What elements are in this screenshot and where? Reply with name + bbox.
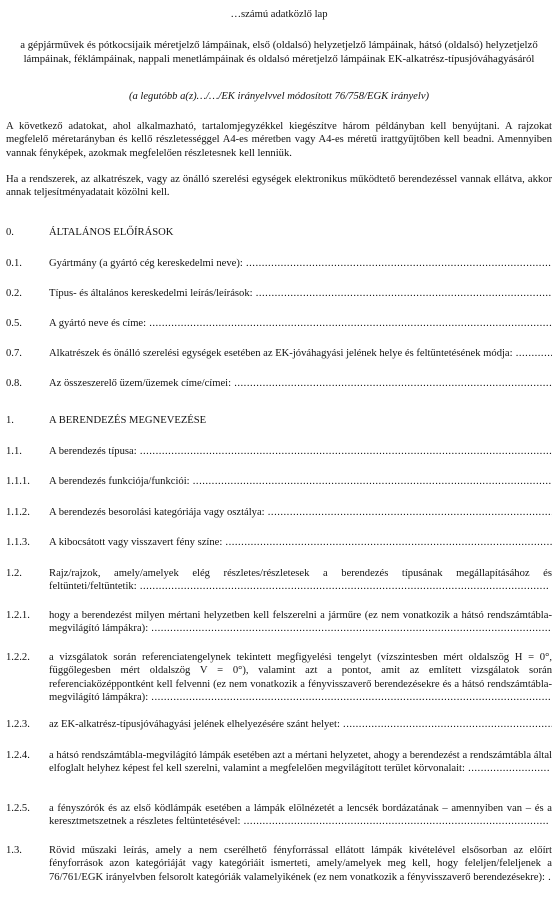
item-number: 1.1.2. xyxy=(6,507,30,518)
item-number: 1.2.5. xyxy=(6,803,30,814)
item-osszeszerelo: Az összeszerelő üzem/üzemek címe/címei: ..... xyxy=(49,377,552,390)
intro-paragraph-1: A következő adatokat, ahol alkalmazható, tartalomjegyzékkel kiegészítve három példányban kell benyújtani. A rajzokat megfelelő méretarányban és kellő részletességgel A4-es méretben vagy A4-es méretű irattgyűjtőben kell beadni. Amennyiben vannak fényképek, azokmak megfelelően részletesnek kell lenniük. xyxy=(6,121,552,159)
document-subject: a gépjárművek és pótkocsijaik méretjelző lámpáinak, első (oldalsó) helyzetjelző lámpáinak, hátsó (oldalsó) helyzetjelző lámpáinak, féklámpáinak, nappali menetlámpáinak és oldalsó méretjelző lámpáinak EK-alkatrész-típusjóváhagyásáról xyxy=(20,39,538,65)
item-muszaki-leiras: Rövid műszaki leírás, amely a nem cserélhető fényforrással ellátott lámpák kivételével elsősorban az előírt fényforrások azon kategóriáját vagy kategóriáit ismerteti, amely/amelyek meg kell, hogy feleljen/feleljenek a 76/761/EGK irányelvben felsorolt kategóriák valamelyikének (ez nem vonatkozik a fényvisszaverő berendezésekre): . xyxy=(49,845,552,883)
item-number: 0.1. xyxy=(6,258,22,269)
item-referenciatengely: a vizsgálatok során referenciatengelynek tekintett megfigyelési tengelyt (vízszintesben mért oldalszög H = 0°, függőlegesben mért oldalszög V = 0°), valamint azt a pontot, amit az említett vizsgálatok során referenciaközéppontként kell felvenni (ez nem vonatkozik a fényvisszaverő berendezésekre és a hátsó rendszámtábla-megvilágító lámpákra): ............................................................................................................................... xyxy=(49,652,552,704)
item-jel-helye: az EK-alkatrész-típusjóváhagyási jelének elhelyezésére szánt helyet: ..... xyxy=(49,718,552,731)
intro-paragraph-2: Ha a rendszerek, az alkatrészek, vagy az önálló szerelési egységek elektronikus működtető berendezéssel vannak ellátva, akkor annak teljesítményadatait közölni kell. xyxy=(6,174,552,199)
sheet-title: …számú adatközlő lap xyxy=(230,9,328,20)
item-number: 1.2.4. xyxy=(6,750,30,761)
item-number: 1.1. xyxy=(6,446,22,457)
item-mertani-helyzet: hogy a berendezést milyen mértani helyzetben kell felszerelni a járműre (ez nem vonatkozik a hátsó rendszámtábla-megvilágító lámpákra): ............................................................................................................................... xyxy=(49,610,552,635)
section-number: 0. xyxy=(6,227,14,238)
item-number: 1.2. xyxy=(6,568,22,579)
item-gyartmany: Gyártmány (a gyártó cég kereskedelmi neve): ..... xyxy=(49,257,552,270)
dotted-leader: ............................................................................................................................... xyxy=(148,623,552,635)
item-fenyszorok: a fényszórók és az első ködlámpák esetében a lámpák elölnézetét a lencsék bordázatának – amennyiben van – és a keresztmetszetnek a részletes feltüntetésével: ................................................................................................. xyxy=(49,803,552,828)
item-number: 0.5. xyxy=(6,318,22,329)
item-number: 1.1.3. xyxy=(6,537,30,548)
item-feny-szine: A kibocsátott vagy visszavert fény színe: ..... xyxy=(49,536,552,549)
dotted-leader: ................................................................................................. xyxy=(240,816,550,828)
item-number: 1.2.3. xyxy=(6,719,30,730)
item-tipus: Típus- és általános kereskedelmi leírás/leírások: ..... xyxy=(49,287,552,300)
dotted-leader: .................................................................................................................................. xyxy=(136,581,550,593)
item-besorolas: A berendezés besorolási kategóriája vagy osztálya: ..... xyxy=(49,506,552,519)
section-title: ÁLTALÁNOS ELŐÍRÁSOK xyxy=(49,227,174,238)
item-number: 1.2.1. xyxy=(6,610,30,621)
section-number: 1. xyxy=(6,415,14,426)
item-number: 1.3. xyxy=(6,845,22,856)
dotted-leader: .......................... xyxy=(464,763,550,775)
item-gyarto: A gyártó neve és címe: ..... xyxy=(49,317,552,330)
dotted-leader: . xyxy=(544,871,552,883)
section-title: A BERENDEZÉS MEGNEVEZÉSE xyxy=(49,415,207,426)
item-number: 1.1.1. xyxy=(6,476,30,487)
dotted-leader: ............................................................................................................................... xyxy=(148,692,552,704)
item-number: 0.8. xyxy=(6,378,22,389)
item-number: 0.2. xyxy=(6,288,22,299)
item-berendezes-tipusa: A berendezés típusa: ..... xyxy=(49,445,552,458)
item-rajzok: Rajz/rajzok, amely/amelyek elég részletes/részletesek a berendezés típusának megállapításához és feltünteti/feltüntetik: .................................................................................................................................. xyxy=(49,568,552,593)
item-jovahagyasi-jel: Alkatrészek és önálló szerelési egységek esetében az EK-jóváhagyási jelének helye és feltüntetésének módja: ..... xyxy=(49,347,552,360)
item-funkcio: A berendezés funkciója/funkciói: ..... xyxy=(49,475,552,488)
amendment-note: (a legutóbb a(z)…/…/EK irányelvvel módosított 76/758/EGK irányelv) xyxy=(128,91,430,102)
item-number: 0.7. xyxy=(6,348,22,359)
item-rendszamtabla: a hátsó rendszámtábla-megvilágító lámpák esetében azt a mértani helyzetet, ahogy a berendezést a rendszámtábla által elfoglalt helyhez képest fel kell szerelni, valamint a megfelelően megvilágított terület körvonalait: .......................... xyxy=(49,750,552,775)
item-number: 1.2.2. xyxy=(6,652,30,663)
